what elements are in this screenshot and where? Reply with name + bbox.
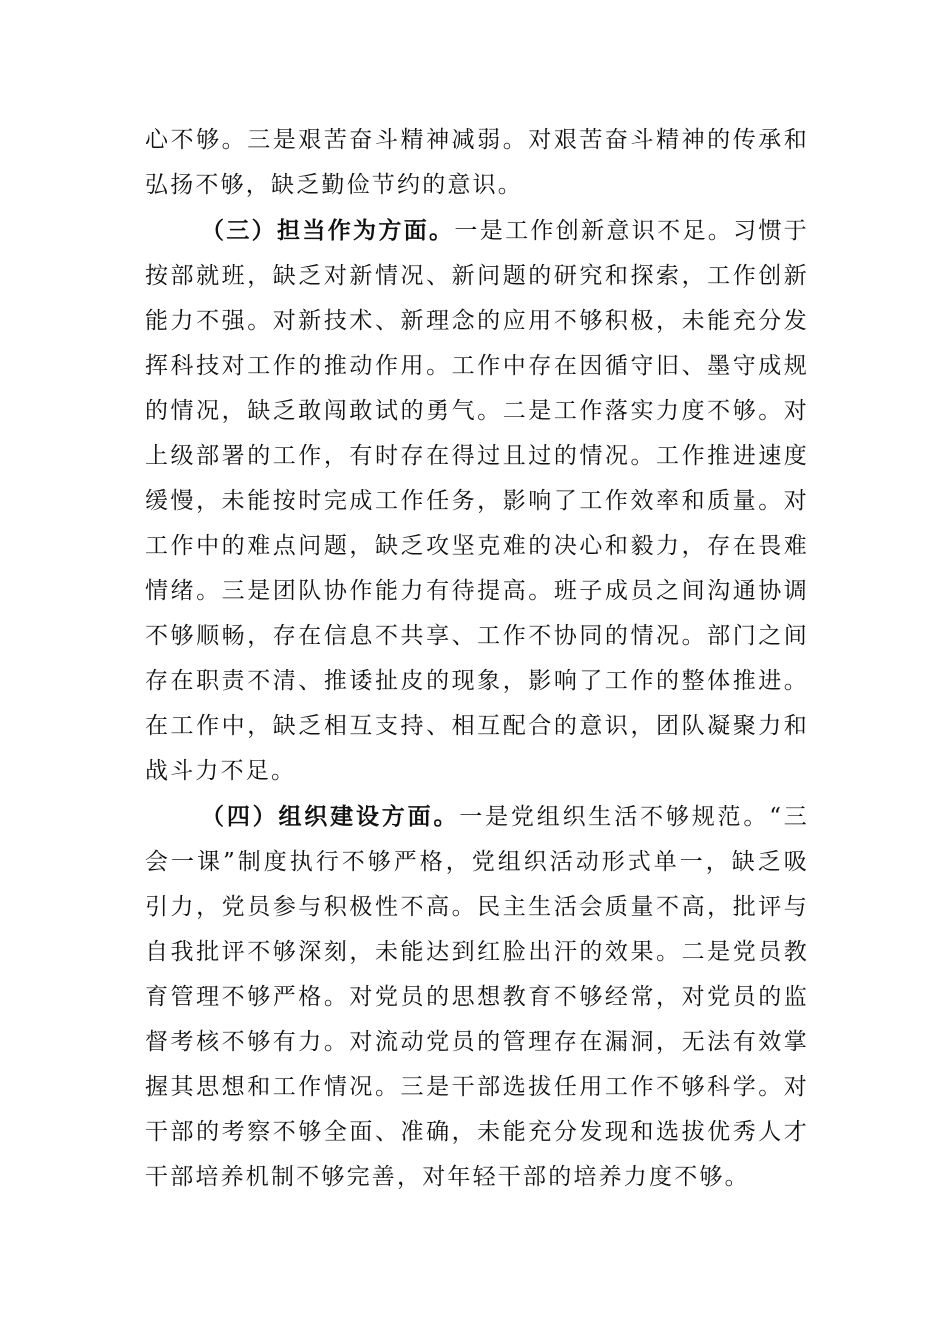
paragraph-text: 一是党组织生活不够规范。“三会一课”制度执行不够严格，党组织活动形式单一，缺乏吸引力，党员参与积极性不高。民主生活会质量不高，批评与自我批评不够深刻，未能达到红脸出汗的效果。二是党员教育管理不够严格。对党员的思想教育不够经常，对党员的监督考核不够有力。对流动党员的管理存在漏洞，无法有效掌握其思想和工作情况。三是干部选拔任用工作不够科学。对干部的考察不够全面、准确，未能充分发现和选拔优秀人才干部培养机制不够完善，对年轻干部的培养力度不够。: [145, 804, 809, 1190]
body-text: [145, 118, 809, 1200]
paragraph-section-4: [145, 794, 809, 1200]
section-heading: （四）组织建设方面。: [201, 803, 460, 830]
paragraph-continuation: [145, 118, 809, 208]
section-heading: （三）担当作为方面。: [201, 217, 455, 244]
paragraph-text: 心不够。三是艰苦奋斗精神减弱。对艰苦奋斗精神的传承和弘扬不够，缺乏勤俭节约的意识。: [145, 127, 809, 198]
paragraph-section-3: [145, 208, 809, 794]
paragraph-text: 一是工作创新意识不足。习惯于按部就班，缺乏对新情况、新问题的研究和探索，工作创新能力不强。对新技术、新理念的应用不够积极，未能充分发挥科技对工作的推动作用。工作中存在因循守旧、墨守成规的情况，缺乏敢闯敢试的勇气。二是工作落实力度不够。对上级部署的工作，有时存在得过且过的情况。工作推进速度缓慢，未能按时完成工作任务，影响了工作效率和质量。对工作中的难点问题，缺乏攻坚克难的决心和毅力，存在畏难情绪。三是团队协作能力有待提高。班子成员之间沟通协调不够顺畅，存在信息不共享、工作不协同的情况。部门之间存在职责不清、推诿扯皮的现象，影响了工作的整体推进。在工作中，缺乏相互支持、相互配合的意识，团队凝聚力和战斗力不足。: [145, 218, 809, 784]
